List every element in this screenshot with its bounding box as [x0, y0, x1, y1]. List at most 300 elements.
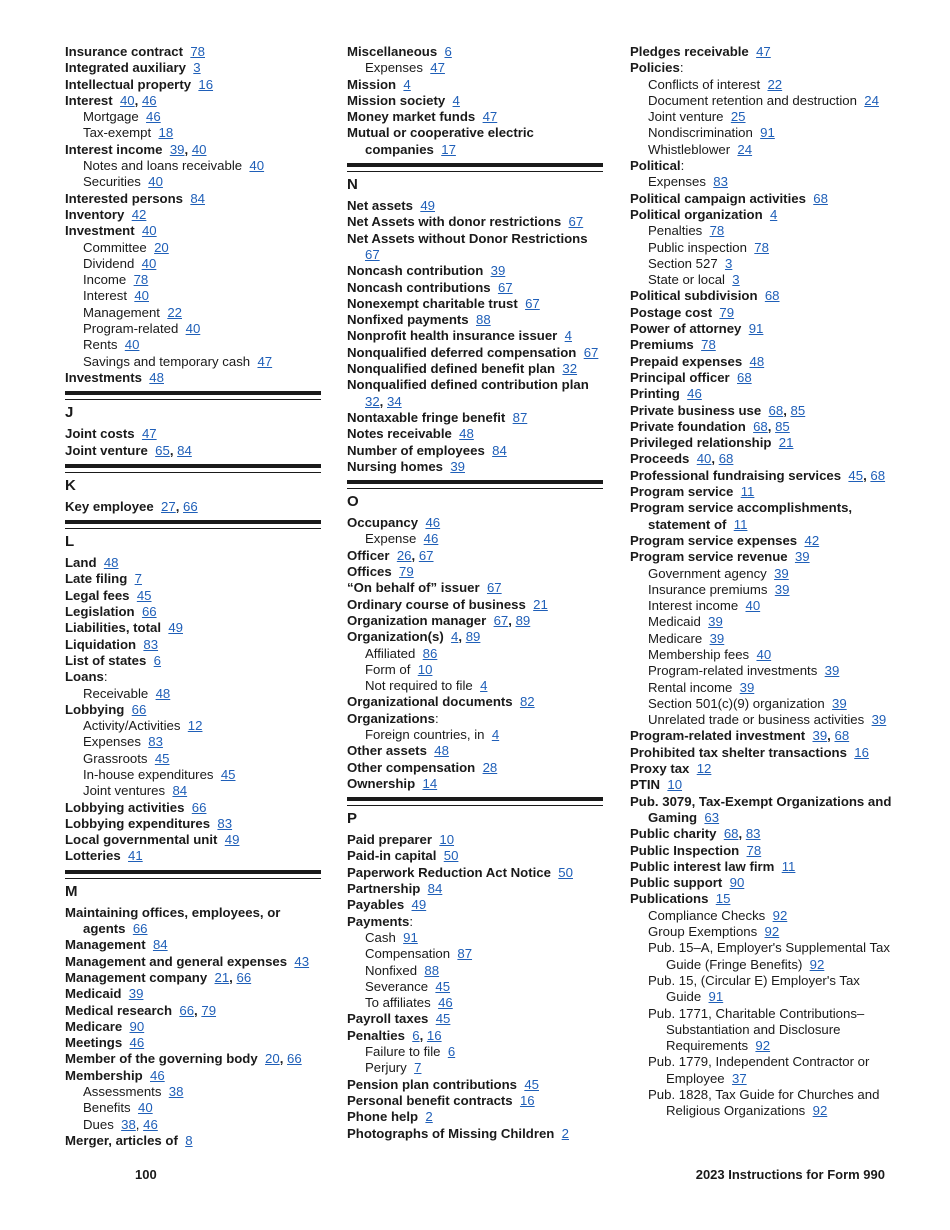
- page-reference-link[interactable]: 11: [781, 858, 796, 874]
- index-entry: [347, 897, 603, 913]
- page-reference-link[interactable]: 47: [430, 60, 445, 76]
- page-reference-link[interactable]: 88: [424, 962, 440, 978]
- page-reference-link[interactable]: 45: [848, 467, 864, 483]
- page-reference-link[interactable]: 68: [753, 418, 768, 434]
- index-term: Receivable: [83, 685, 149, 701]
- page-reference-link[interactable]: 46: [143, 1116, 158, 1132]
- index-term: Other assets: [347, 743, 427, 759]
- page-reference-link[interactable]: 34: [387, 393, 402, 409]
- page-reference-link[interactable]: 67: [418, 547, 434, 563]
- index-term: Ownership: [347, 775, 416, 791]
- index-subentry: [630, 663, 892, 679]
- index-subentry: [65, 354, 321, 370]
- page-reference-link[interactable]: 66: [179, 1002, 195, 1018]
- index-term: Postage cost: [630, 304, 713, 320]
- page-reference-link[interactable]: 84: [152, 937, 168, 953]
- index-term: Notes receivable: [347, 426, 452, 442]
- index-entry: Penalties 6, 16: [347, 1027, 442, 1043]
- index-subentry: [347, 963, 603, 979]
- index-subentry: [347, 995, 603, 1011]
- page-reference-link[interactable]: 91: [760, 125, 775, 141]
- page-reference-link[interactable]: 40: [191, 141, 207, 157]
- page-reference-link[interactable]: 39: [128, 986, 144, 1002]
- page-reference-link[interactable]: 4: [451, 629, 459, 645]
- page-reference-link[interactable]: 46: [438, 995, 453, 1011]
- page-reference-link[interactable]: 66: [141, 604, 157, 620]
- index-term: Income: [83, 272, 127, 288]
- page-reference-link[interactable]: 41: [128, 848, 143, 864]
- page-reference-link[interactable]: 10: [417, 661, 433, 677]
- page-reference-link[interactable]: 39: [739, 679, 755, 695]
- page-reference-link[interactable]: 4: [480, 678, 488, 694]
- page-reference-link[interactable]: 83: [217, 815, 233, 831]
- page-reference-link[interactable]: 45: [435, 1011, 451, 1027]
- page-reference-link[interactable]: 48: [749, 353, 765, 369]
- index-term: Prepaid expenses: [630, 353, 743, 369]
- index-term: Medicare: [648, 630, 703, 646]
- page-reference-link[interactable]: 47: [756, 44, 771, 59]
- index-term: Assessments: [83, 1084, 162, 1100]
- index-term: Private business use: [630, 402, 762, 418]
- page-reference-link[interactable]: 68: [764, 288, 780, 304]
- page-reference-link[interactable]: 49: [411, 897, 427, 913]
- page-reference-link[interactable]: 68: [768, 402, 784, 418]
- page-reference-link[interactable]: 67: [497, 279, 513, 295]
- index-term: Offices: [347, 564, 392, 580]
- index-entry: [347, 711, 603, 727]
- page-reference-link[interactable]: 65: [155, 442, 170, 458]
- index-term: Penalties: [648, 223, 703, 239]
- page-reference-link[interactable]: 46: [423, 531, 439, 547]
- index-entry: [65, 800, 321, 816]
- page-reference-link[interactable]: 39: [812, 728, 828, 744]
- page-reference-link[interactable]: 10: [667, 777, 683, 793]
- index-term: Pub. 3079, Tax-Exempt Organizations and Gaming: [630, 793, 892, 825]
- page-reference-link[interactable]: 22: [167, 304, 182, 320]
- page-reference-link[interactable]: 82: [519, 694, 535, 710]
- index-term: Pub. 1771, Charitable Contributions–Substantiation and Disclosure Requirements: [648, 1005, 865, 1054]
- page-reference-link[interactable]: 66: [183, 498, 198, 514]
- section-divider: [347, 480, 603, 512]
- page-reference-link[interactable]: 40: [249, 158, 265, 174]
- page-reference-link[interactable]: 39: [708, 614, 723, 630]
- page-reference-link[interactable]: 20: [154, 239, 169, 255]
- page-reference-link[interactable]: 6: [412, 1027, 420, 1043]
- page-reference-link[interactable]: 83: [143, 636, 159, 652]
- page-reference-link[interactable]: 89: [515, 612, 531, 628]
- index-entry: [630, 484, 892, 500]
- page-reference-link[interactable]: 45: [220, 766, 236, 782]
- index-entry: [630, 875, 892, 891]
- page-reference-link[interactable]: 66: [132, 921, 148, 937]
- index-term: Partnership: [347, 881, 421, 897]
- index-entry: [65, 986, 321, 1002]
- page-reference-link[interactable]: 68: [737, 369, 752, 385]
- page-reference-link[interactable]: 79: [719, 304, 735, 320]
- page-reference-link[interactable]: 92: [764, 924, 780, 940]
- page-reference-link[interactable]: 18: [158, 125, 174, 141]
- page-reference-link[interactable]: 67: [493, 612, 509, 628]
- index-term: Unrelated trade or business activities: [648, 712, 865, 728]
- page-reference-link[interactable]: 39: [832, 695, 847, 711]
- section-divider: [65, 391, 321, 423]
- index-subentry: [65, 337, 321, 353]
- page-reference-link[interactable]: 40: [134, 288, 149, 304]
- page-reference-link[interactable]: 78: [754, 239, 769, 255]
- page-reference-link[interactable]: 68: [813, 190, 828, 206]
- page-reference-link[interactable]: 78: [709, 223, 725, 239]
- page-reference-link[interactable]: 50: [558, 864, 573, 880]
- index-term: Organization(s): [347, 629, 444, 645]
- page-reference-link[interactable]: 39: [774, 565, 789, 581]
- index-term: Program-related: [83, 321, 179, 337]
- page-reference-link[interactable]: 78: [701, 337, 716, 353]
- page-reference-link[interactable]: 48: [149, 369, 164, 385]
- page-reference-link[interactable]: 66: [287, 1051, 302, 1067]
- index-entry: Public charity 68, 83: [630, 826, 761, 842]
- page-reference-link[interactable]: 39: [709, 630, 725, 646]
- index-term: Program service revenue: [630, 549, 788, 565]
- page-reference-link[interactable]: 84: [190, 190, 205, 206]
- page-reference-link[interactable]: 24: [737, 141, 753, 157]
- index-entry: [347, 410, 603, 426]
- page-reference-link[interactable]: 4: [403, 76, 411, 92]
- page-reference-link[interactable]: 83: [713, 174, 728, 190]
- page-reference-link[interactable]: 21: [778, 435, 794, 451]
- page-reference-link[interactable]: 47: [257, 353, 273, 369]
- page-reference-link[interactable]: 92: [755, 1038, 771, 1054]
- page-reference-link[interactable]: 39: [774, 581, 790, 597]
- page-reference-link[interactable]: 4: [491, 726, 500, 742]
- page-reference-link[interactable]: 27: [161, 498, 176, 514]
- page-reference-link[interactable]: 49: [168, 620, 183, 636]
- index-subentry: [65, 272, 321, 288]
- page-reference-link[interactable]: 78: [133, 272, 149, 288]
- page-reference-link[interactable]: 6: [447, 1044, 456, 1060]
- page-reference-link[interactable]: 85: [775, 418, 790, 434]
- index-entry: [347, 125, 603, 158]
- page-reference-link[interactable]: 15: [715, 891, 731, 907]
- index-entry: [630, 843, 892, 859]
- page-reference-link[interactable]: 68: [834, 728, 850, 744]
- page-reference-link[interactable]: 84: [177, 442, 192, 458]
- index-term: Lobbying activities: [65, 799, 185, 815]
- page-reference-link[interactable]: 12: [696, 761, 712, 777]
- index-entry: Interest income 39, 40: [65, 141, 207, 157]
- page-reference-link[interactable]: 87: [457, 946, 473, 962]
- index-term: Nondiscrimination: [648, 125, 753, 141]
- index-term: Program service expenses: [630, 532, 798, 548]
- index-term: Nonprofit health insurance issuer: [347, 328, 558, 344]
- page-reference-link[interactable]: 66: [131, 701, 147, 717]
- section-letter: P: [347, 810, 358, 828]
- index-term: Publications: [630, 891, 709, 907]
- page-reference-link[interactable]: 26: [396, 547, 412, 563]
- index-term: Management company: [65, 969, 208, 985]
- page-reference-link[interactable]: 46: [150, 1067, 165, 1083]
- page-reference-link[interactable]: 42: [131, 206, 147, 222]
- page-reference-link[interactable]: 48: [459, 426, 474, 442]
- page-reference-link[interactable]: 4: [452, 92, 460, 108]
- page-reference-link[interactable]: 88: [475, 312, 491, 328]
- page-reference-link[interactable]: 92: [809, 956, 825, 972]
- index-subentry: [65, 125, 321, 141]
- index-term: Payroll taxes: [347, 1011, 429, 1027]
- page-reference-link[interactable]: 46: [425, 515, 441, 531]
- index-entry: [347, 296, 603, 312]
- page-reference-link[interactable]: 84: [427, 881, 443, 897]
- page-reference-link[interactable]: 67: [525, 295, 540, 311]
- page-reference-link[interactable]: 42: [804, 532, 820, 548]
- page-reference-link[interactable]: 39: [794, 549, 810, 565]
- page-reference-link[interactable]: 67: [583, 344, 599, 360]
- index-entry: [65, 954, 321, 970]
- index-entry: [65, 1068, 321, 1084]
- document-title: 2023 Instructions for Form 990: [695, 1167, 885, 1182]
- page-reference-link[interactable]: 45: [136, 587, 152, 603]
- index-entry: [347, 345, 603, 361]
- page-reference-link[interactable]: 46: [141, 92, 157, 108]
- index-entry: [65, 816, 321, 832]
- index-entry: [347, 1077, 603, 1093]
- page-reference-link[interactable]: 20: [265, 1051, 280, 1067]
- page-reference-link[interactable]: 67: [365, 246, 380, 262]
- page-reference-link[interactable]: 10: [439, 832, 455, 848]
- page-reference-link[interactable]: 67: [568, 214, 584, 230]
- index-term: Foreign countries, in: [365, 726, 485, 742]
- page-reference-link[interactable]: 40: [185, 321, 201, 337]
- page-reference-link[interactable]: 66: [191, 799, 207, 815]
- page-reference-link[interactable]: 32: [365, 393, 380, 409]
- index-entry: [347, 776, 603, 792]
- page-reference-link[interactable]: 39: [490, 263, 506, 279]
- index-subentry: [65, 783, 321, 799]
- page-reference-link[interactable]: 21: [214, 969, 230, 985]
- page-reference-link[interactable]: 6: [153, 652, 162, 668]
- index-term: Policies: [630, 60, 680, 76]
- page-reference-link[interactable]: 3: [732, 272, 740, 288]
- index-term: Program service: [630, 484, 734, 500]
- index-term: Phone help: [347, 1109, 419, 1125]
- page-reference-link[interactable]: 7: [134, 571, 142, 587]
- page-reference-link[interactable]: 24: [864, 92, 879, 108]
- page-reference-link[interactable]: 21: [533, 596, 548, 612]
- index-term: Money market funds: [347, 109, 476, 125]
- page-reference-link[interactable]: 49: [224, 832, 240, 848]
- page-reference-link[interactable]: 40: [745, 598, 761, 614]
- index-entry: [65, 832, 321, 848]
- page-reference-link[interactable]: 85: [790, 402, 806, 418]
- index-term: Noncash contribution: [347, 263, 484, 279]
- page-reference-link[interactable]: 47: [141, 426, 157, 442]
- index-term: Other compensation: [347, 759, 476, 775]
- page-reference-link[interactable]: 38: [168, 1084, 184, 1100]
- page-reference-link[interactable]: 46: [146, 109, 161, 125]
- page-reference-link[interactable]: 39: [871, 712, 887, 728]
- index-entry: Officer 26, 67: [347, 547, 434, 563]
- index-term: Nontaxable fringe benefit: [347, 409, 506, 425]
- page-reference-link[interactable]: 66: [236, 969, 252, 985]
- page-reference-link[interactable]: 7: [414, 1060, 422, 1076]
- index-entry: [65, 1133, 321, 1149]
- term-colon: :: [103, 669, 108, 685]
- page-reference-link[interactable]: 40: [141, 255, 157, 271]
- page-reference-link[interactable]: 40: [148, 174, 163, 190]
- page-reference-link[interactable]: 40: [141, 223, 157, 239]
- page-reference-link[interactable]: 14: [422, 775, 438, 791]
- index-entry: [630, 158, 892, 174]
- page-reference-link[interactable]: 47: [482, 109, 498, 125]
- page-reference-link[interactable]: 40: [124, 337, 140, 353]
- page-reference-link[interactable]: 40: [119, 92, 135, 108]
- index-term: Paperwork Reduction Act Notice: [347, 864, 551, 880]
- index-entry: [630, 549, 892, 565]
- page-reference-link[interactable]: 92: [772, 907, 788, 923]
- page-reference-link[interactable]: 90: [129, 1018, 145, 1034]
- page-reference-link[interactable]: 39: [824, 663, 840, 679]
- page-reference-link[interactable]: 25: [730, 109, 746, 125]
- page-reference-link[interactable]: 83: [745, 826, 761, 842]
- page-reference-link[interactable]: 49: [420, 198, 435, 214]
- page-reference-link[interactable]: 38: [121, 1116, 136, 1132]
- page-reference-link[interactable]: 48: [434, 743, 449, 759]
- page-reference-link[interactable]: 83: [148, 734, 163, 750]
- index-entry: [347, 1011, 603, 1027]
- page-reference-link[interactable]: 28: [482, 759, 498, 775]
- index-term: To affiliates: [365, 995, 431, 1011]
- index-term: Management and general expenses: [65, 953, 288, 969]
- index-term: Number of employees: [347, 442, 485, 458]
- index-entry: [347, 694, 603, 710]
- page-reference-link[interactable]: 84: [172, 783, 188, 799]
- index-term: Occupancy: [347, 515, 419, 531]
- index-entry: [347, 443, 603, 459]
- index-term: Loans: [65, 669, 104, 685]
- page-reference-link[interactable]: 79: [399, 564, 414, 580]
- index-term: Failure to file: [365, 1044, 441, 1060]
- page-reference-link[interactable]: 90: [729, 875, 745, 891]
- page-reference-link[interactable]: 2: [425, 1109, 433, 1125]
- page-reference-link[interactable]: 3: [724, 255, 733, 271]
- page-reference-link[interactable]: 32: [562, 361, 578, 377]
- index-entry: [630, 288, 892, 304]
- index-entry: [347, 515, 603, 531]
- index-subentry: [630, 924, 892, 940]
- page-reference-link[interactable]: 68: [870, 467, 886, 483]
- page-reference-link[interactable]: 8: [185, 1132, 193, 1148]
- page-reference-link[interactable]: 6: [444, 44, 452, 59]
- index-subentry: [347, 662, 603, 678]
- page-reference-link[interactable]: 16: [426, 1027, 442, 1043]
- index-entry: [347, 328, 603, 344]
- index-term: Joint venture: [65, 442, 148, 458]
- page-reference-link[interactable]: 4: [564, 328, 572, 344]
- page-reference-link[interactable]: 78: [190, 44, 205, 59]
- page-reference-link[interactable]: 68: [718, 451, 734, 467]
- index-term: Benefits: [83, 1100, 131, 1116]
- page-reference-link[interactable]: 16: [854, 744, 869, 760]
- page-reference-link[interactable]: 39: [169, 141, 185, 157]
- index-term: Form of: [365, 661, 411, 677]
- index-subentry: [65, 256, 321, 272]
- index-term: Ordinary course of business: [347, 596, 526, 612]
- page-reference-link[interactable]: 67: [486, 580, 502, 596]
- page-reference-link[interactable]: 39: [450, 458, 465, 474]
- page-reference-link[interactable]: 2: [561, 1125, 570, 1141]
- page-reference-link[interactable]: 91: [403, 929, 418, 945]
- index-entry: [347, 1126, 603, 1142]
- index-term: Payments: [347, 913, 410, 929]
- index-term: Mission society: [347, 92, 446, 108]
- index-subentry: [630, 908, 892, 924]
- index-term: Expenses: [83, 734, 141, 750]
- page-reference-link[interactable]: 63: [704, 809, 720, 825]
- index-entry: [65, 60, 321, 76]
- page-reference-link[interactable]: 50: [443, 848, 459, 864]
- index-subentry: [65, 321, 321, 337]
- index-entry: [65, 191, 321, 207]
- page-reference-link[interactable]: 48: [155, 685, 171, 701]
- page-reference-link[interactable]: 40: [696, 451, 712, 467]
- index-subentry: [347, 60, 603, 76]
- index-entry: [347, 865, 603, 881]
- index-entry: [347, 848, 603, 864]
- page-reference-link[interactable]: 79: [201, 1002, 217, 1018]
- page-reference-link[interactable]: 12: [187, 718, 203, 734]
- page-reference-link[interactable]: 16: [519, 1092, 535, 1108]
- page-reference-link[interactable]: 40: [137, 1100, 153, 1116]
- page-reference-link[interactable]: 4: [769, 206, 778, 222]
- page-reference-link[interactable]: 78: [746, 842, 762, 858]
- page-reference-link[interactable]: 92: [812, 1103, 828, 1119]
- page-reference-link[interactable]: 91: [708, 989, 724, 1005]
- page-reference-link[interactable]: 37: [731, 1070, 747, 1086]
- page-reference-link[interactable]: 17: [441, 141, 456, 157]
- page-reference-link[interactable]: 68: [723, 826, 739, 842]
- page-reference-link[interactable]: 91: [748, 321, 764, 337]
- index-entry: [630, 305, 892, 321]
- page-reference-link[interactable]: 84: [492, 442, 507, 458]
- page-reference-link[interactable]: 46: [129, 1035, 145, 1051]
- page-reference-link[interactable]: 11: [733, 516, 748, 532]
- index-entry: [347, 564, 603, 580]
- page-reference-link[interactable]: 46: [687, 386, 702, 402]
- index-term: Liabilities, total: [65, 620, 161, 636]
- page-reference-link[interactable]: 22: [767, 76, 783, 92]
- index-entry: [630, 386, 892, 402]
- index-term: Key employee: [65, 498, 154, 514]
- page-reference-link[interactable]: 40: [756, 646, 772, 662]
- page-reference-link[interactable]: 48: [103, 555, 119, 571]
- page-reference-link[interactable]: 45: [524, 1076, 539, 1092]
- index-subentry: [65, 767, 321, 783]
- page-reference-link[interactable]: 16: [198, 76, 214, 92]
- page-reference-link[interactable]: 87: [512, 409, 528, 425]
- index-subentry: [630, 712, 892, 728]
- page-reference-link[interactable]: 11: [740, 484, 755, 500]
- index-entry: [347, 760, 603, 776]
- page-reference-link[interactable]: 45: [154, 750, 170, 766]
- page-reference-link[interactable]: 45: [435, 978, 451, 994]
- page-reference-link[interactable]: 43: [294, 953, 310, 969]
- index-subentry: [630, 940, 892, 973]
- index-term: Interest income: [65, 141, 163, 157]
- page-reference-link[interactable]: 89: [465, 629, 481, 645]
- index-column-1: [65, 44, 321, 1149]
- page-reference-link[interactable]: 3: [193, 60, 201, 76]
- page-reference-link[interactable]: 86: [422, 645, 438, 661]
- index-term: Political campaign activities: [630, 190, 806, 206]
